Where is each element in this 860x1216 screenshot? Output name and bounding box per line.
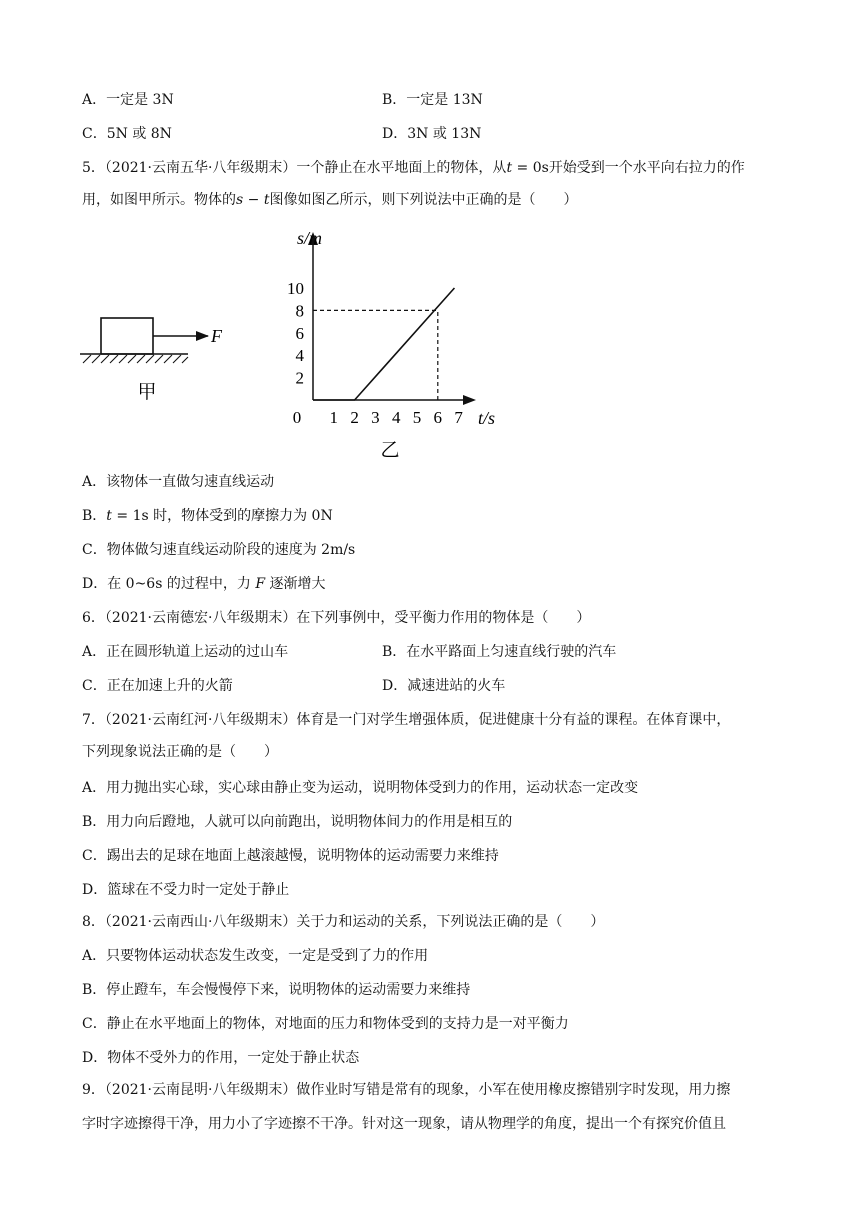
q5-stem-line2: 用，如图甲所示。物体的s − t图像如图乙所示，则下列说法中正确的是（ ） bbox=[82, 192, 578, 208]
q7-option-d: D．篮球在不受力时一定处于静止 bbox=[82, 882, 290, 898]
y-tick-label: 2 bbox=[295, 368, 304, 388]
q5-option-c: C．物体做匀速直线运动阶段的速度为 2m/s bbox=[82, 542, 356, 558]
q7-stem-line1: 7．（2021·云南红河·八年级期末）体育是一门对学生增强体质，促进健康十分有益的课程。在体育课中， bbox=[82, 712, 731, 728]
x-tick-label: 1 bbox=[329, 408, 339, 427]
q7-stem-line2: 下列现象说法正确的是（ ） bbox=[82, 744, 278, 760]
block bbox=[101, 318, 153, 354]
q7-option-a: A．用力抛出实心球，实心球由静止变为运动，说明物体受到力的作用，运动状态一定改变 bbox=[82, 780, 639, 796]
q8-option-d: D．物体不受外力的作用，一定处于静止状态 bbox=[82, 1050, 360, 1066]
q4-option-b: B．一定是 13N bbox=[382, 92, 483, 108]
q9-stem-line1: 9．（2021·云南昆明·八年级期末）做作业时写错是常有的现象，小军在使用橡皮擦错别字时发现，用力擦 bbox=[82, 1082, 731, 1098]
q7-option-b: B．用力向后蹬地，人就可以向前跑出，说明物体间力的作用是相互的 bbox=[82, 814, 513, 830]
x-tick-label: 4 bbox=[391, 408, 401, 427]
q5-option-b: B．t = 1s 时，物体受到的摩擦力为 0N bbox=[82, 508, 333, 524]
q5-option-a: A．该物体一直做匀速直线运动 bbox=[82, 474, 275, 490]
x-axis-label: t/s bbox=[478, 408, 496, 428]
ground-hatching bbox=[83, 355, 188, 363]
y-tick-label: 6 bbox=[295, 323, 304, 343]
q4-option-c: C．5N 或 8N bbox=[82, 126, 172, 142]
q6-stem: 6．（2021·云南德宏·八年级期末）在下列事例中，受平衡力作用的物体是（ ） bbox=[82, 610, 591, 626]
q5-option-d: D．在 0~6s 的过程中，力 F 逐渐增大 bbox=[82, 576, 326, 592]
q9-stem-line2: 字时字迹擦得干净，用力小了字迹擦不干净。针对这一现象，请从物理学的角度，提出一个有探究价值且 bbox=[82, 1116, 726, 1132]
y-axis-label: s/m bbox=[297, 228, 323, 248]
q8-option-a: A．只要物体运动状态发生改变，一定是受到了力的作用 bbox=[82, 948, 429, 964]
q8-option-b: B．停止蹬车，车会慢慢停下来，说明物体的运动需要力来维持 bbox=[82, 982, 471, 998]
st-series-line bbox=[313, 288, 454, 400]
figure-jia-caption: 甲 bbox=[137, 382, 157, 403]
q6-option-b: B．在水平路面上匀速直线行驶的汽车 bbox=[382, 644, 617, 660]
x-axis-arrowhead bbox=[463, 395, 476, 405]
x-tick-label: 3 bbox=[371, 408, 380, 427]
q8-stem: 8．（2021·云南西山·八年级期末）关于力和运动的关系，下列说法正确的是（ ） bbox=[82, 914, 605, 930]
force-label: F bbox=[211, 326, 222, 346]
x-tick-label: 6 bbox=[433, 408, 443, 427]
x-tick-label: 7 bbox=[454, 408, 463, 427]
figure-jia bbox=[70, 300, 240, 410]
q4-option-a: A．一定是 3N bbox=[82, 92, 174, 108]
y-tick-label: 4 bbox=[295, 346, 304, 366]
y-tick-label: 8 bbox=[295, 301, 304, 321]
q6-option-a: A．正在圆形轨道上运动的过山车 bbox=[82, 644, 289, 660]
figure-yi-caption: 乙 bbox=[380, 440, 400, 461]
q6-option-d: D．减速进站的火车 bbox=[382, 678, 506, 694]
q7-option-c: C．踢出去的足球在地面上越滚越慢，说明物体的运动需要力来维持 bbox=[82, 848, 499, 864]
q4-option-d: D．3N 或 13N bbox=[382, 126, 482, 142]
q5-stem-line1: 5．（2021·云南五华·八年级期末）一个静止在水平地面上的物体，从t = 0s开始受到一个水平向右拉力的作 bbox=[82, 160, 745, 176]
y-tick-label: 10 bbox=[287, 279, 304, 298]
q8-option-c: C．静止在水平地面上的物体，对地面的压力和物体受到的支持力是一对平衡力 bbox=[82, 1016, 569, 1032]
q6-option-c: C．正在加速上升的火箭 bbox=[82, 678, 233, 694]
figure-yi-chart bbox=[270, 222, 520, 462]
force-arrowhead bbox=[196, 331, 209, 341]
x-tick-label: 2 bbox=[350, 408, 359, 427]
x-tick-label: 5 bbox=[412, 408, 422, 427]
x-tick-label: 0 bbox=[292, 408, 302, 427]
